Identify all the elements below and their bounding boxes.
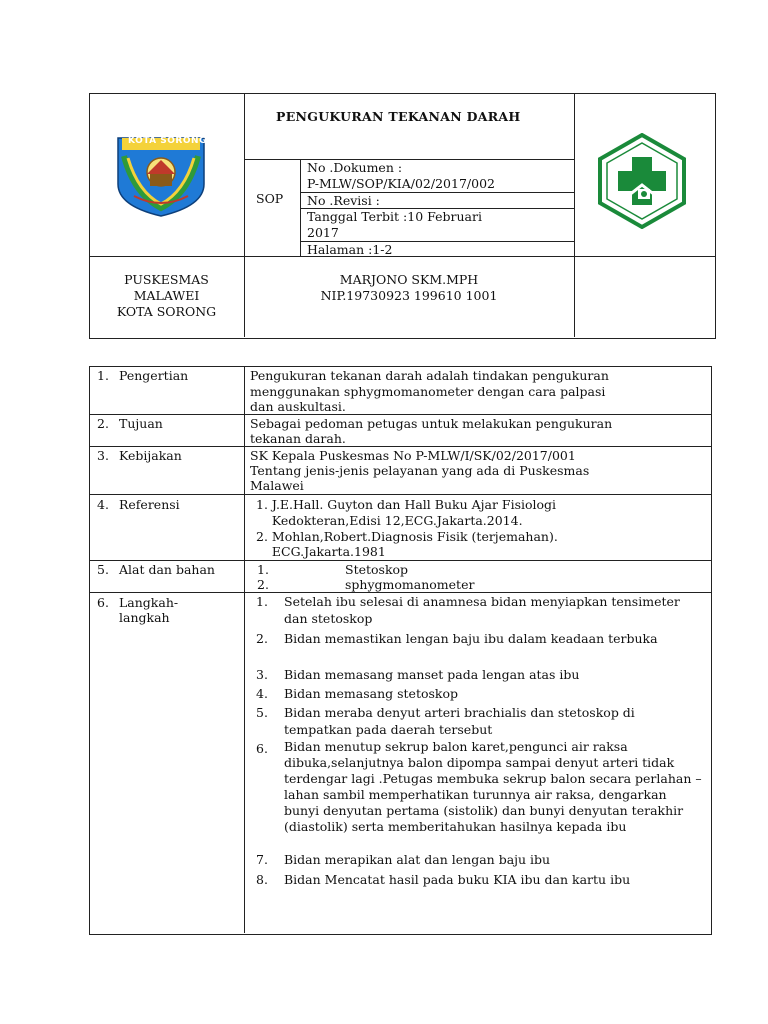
row-1-num: 1.	[97, 368, 109, 383]
row-5-item-1-text: Stetoskop	[345, 562, 409, 577]
step-7-text: Bidan merapikan alat dan lengan baju ibu	[284, 852, 551, 867]
row-2-num: 2.	[97, 416, 109, 431]
row-5-item-2-text: sphygmomanometer	[345, 577, 475, 592]
row-1-line-1: Pengukuran tekanan darah adalah tindakan pengukuran	[250, 368, 609, 383]
document-title: PENGUKURAN TEKANAN DARAH	[276, 109, 521, 124]
step-3-num: 3.	[256, 667, 268, 682]
row-1-line-3: dan auskultasi.	[250, 399, 346, 414]
step-3-text: Bidan memasang manset pada lengan atas ibu	[284, 667, 580, 682]
step-2-num: 2.	[256, 631, 268, 646]
sop-label: SOP	[256, 191, 284, 206]
row-4-line-3: 2. Mohlan,Robert.Diagnosis Fisik (terjemahan).	[256, 529, 558, 544]
content-column-divider	[244, 366, 245, 933]
no-dokumen-label: No .Dokumen :	[307, 160, 403, 175]
step-4-num: 4.	[256, 686, 268, 701]
org-line-3: KOTA SORONG	[116, 304, 217, 319]
row-6-num: 6.	[97, 595, 109, 610]
header-row-divider	[89, 256, 715, 257]
row-2-line-1: Sebagai pedoman petugas untuk melakukan pengukuran	[250, 416, 613, 431]
puskesmas-logo	[594, 133, 690, 229]
org-line-2: MALAWEI	[133, 288, 200, 303]
row-4-line-1: 1. J.E.Hall. Guyton dan Hall Buku Ajar Fisiologi	[256, 497, 557, 512]
step-7-num: 7.	[256, 852, 268, 867]
row-5-item-1-num: 1.	[257, 562, 269, 577]
step-5-text: Bidan meraba denyut arteri brachialis dan stetoskop di tempatkan pada daerah tersebut	[284, 705, 635, 737]
row-3-line-1: SK Kepala Puskesmas No P-MLW/I/SK/02/2017/001	[250, 448, 576, 463]
row-6-label: Langkah-	[119, 595, 179, 610]
step-8-text: Bidan Mencatat hasil pada buku KIA ibu dan kartu ibu	[284, 872, 631, 887]
halaman: Halaman :1-2	[307, 242, 393, 257]
row-3-line-3: Malawei	[250, 478, 304, 493]
signer-name: MARJONO SKM.MPH	[339, 272, 479, 287]
row-3-num: 3.	[97, 448, 109, 463]
step-1-text: Setelah ibu selesai di anamnesa bidan menyiapkan tensimeter dan stetoskop	[284, 594, 680, 626]
logo-text: KOTA SORONG	[128, 136, 207, 146]
step-4-text: Bidan memasang stetoskop	[284, 686, 459, 701]
step-1-num: 1.	[256, 594, 268, 609]
tanggal-terbit: Tanggal Terbit :10 Februari	[307, 209, 482, 224]
row-2-line-2: tekanan darah.	[250, 431, 346, 446]
row-divider-2	[89, 446, 711, 447]
org-line-1: PUSKESMAS	[124, 272, 209, 287]
step-6-num: 6.	[256, 741, 268, 756]
row-5-label: Alat dan bahan	[119, 562, 215, 577]
kota-sorong-logo	[114, 134, 208, 218]
title-divider	[244, 159, 574, 160]
row-divider-3	[89, 494, 711, 495]
row-4-num: 4.	[97, 497, 109, 512]
row-4-line-2: Kedokteran,Edisi 12,ECG.Jakarta.2014.	[256, 513, 523, 528]
signer-nip: NIP.19730923 199610 1001	[320, 288, 498, 303]
no-revisi-label: No .Revisi :	[307, 193, 380, 208]
row-6-label-2: langkah	[119, 610, 170, 625]
row-divider-4	[89, 560, 711, 561]
row-3-label: Kebijakan	[119, 448, 182, 463]
row-2-label: Tujuan	[119, 416, 163, 431]
row-4-label: Referensi	[119, 497, 180, 512]
step-6-text: Bidan menutup sekrup balon karet,pengunci air raksa dibuka,selanjutnya balon dipompa sampai denyut arteri tidak terdengar lagi .Petugas membuka sekrup balon secara perlahan –lahan sambil memperhatikan turunnya air raksa, dengarkan bunyi denyutan pertama (sistolik) dan bunyi denyutan terakhir (diastolik) serta memberitahukan hasilnya kepada ibu	[284, 739, 702, 834]
row-1-line-2: menggunakan sphygmomanometer dengan cara palpasi	[250, 384, 606, 399]
row-3-line-2: Tentang jenis-jenis pelayanan yang ada di Puskesmas	[250, 463, 590, 478]
no-dokumen-value: P-MLW/SOP/KIA/02/2017/002	[307, 176, 495, 191]
row-1-label: Pengertian	[119, 368, 189, 383]
puskesmas-cross-icon	[594, 133, 690, 229]
row-4-line-4: ECG.Jakarta.1981	[256, 544, 386, 559]
row-5-item-2-num: 2.	[257, 577, 269, 592]
step-8-num: 8.	[256, 872, 268, 887]
row-divider-1	[89, 414, 711, 415]
header-divider-right	[574, 93, 575, 337]
step-2-text: Bidan memastikan lengan baju ibu dalam keadaan terbuka	[284, 631, 658, 646]
tanggal-terbit-year: 2017	[307, 225, 339, 240]
step-5-num: 5.	[256, 705, 268, 720]
row-5-num: 5.	[97, 562, 109, 577]
